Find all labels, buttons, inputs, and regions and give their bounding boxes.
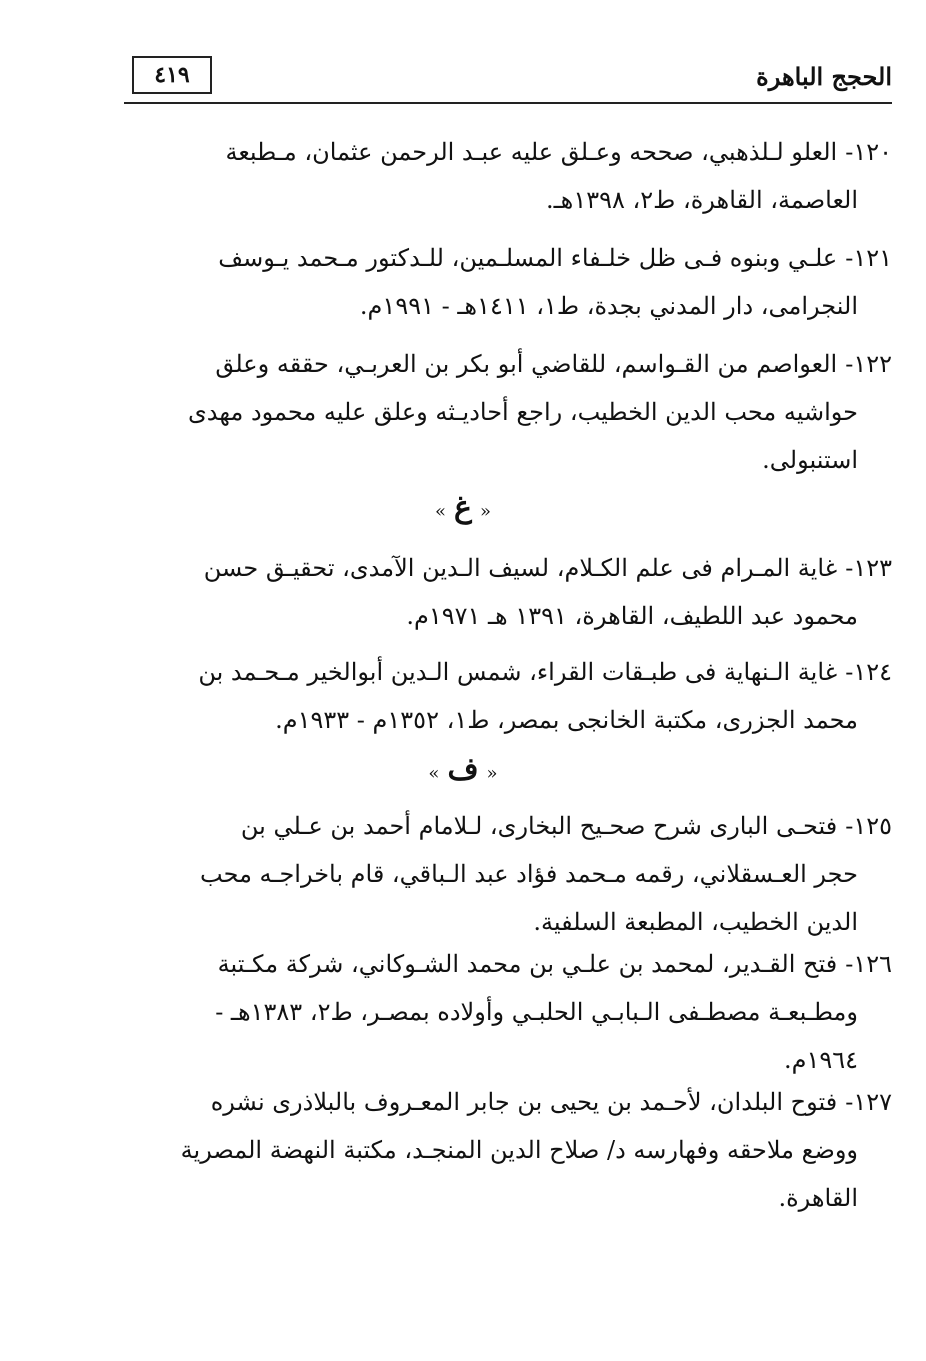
- section-letter: ف: [447, 752, 479, 787]
- entry-number: ١٢٤-: [845, 658, 892, 686]
- section-letter: غ: [454, 490, 472, 525]
- entry-text: فتحـى البارى شرح صحـيح البخارى، لـلامام أحمد بن عـلي بن: [240, 812, 838, 840]
- entry-line: [120, 940, 892, 988]
- entry-text: علـي وبنوه فـى ظل خلـفاء المسلـمين، للـدكتور مـحمد يـوسف: [218, 244, 838, 272]
- entry-number: ١٢٢-: [845, 350, 892, 378]
- entry-line: النجرامى، دار المدني بجدة، ط١، ١٤١١هـ - ١٩٩١م.: [359, 292, 858, 320]
- entry-line: [120, 234, 892, 282]
- bibliography-entry: [120, 648, 892, 744]
- entry-line: [120, 544, 892, 592]
- entry-line: محمد الجزرى، مكتبة الخانجى بمصر، ط١، ١٣٥٢م - ١٩٣٣م.: [275, 706, 858, 734]
- entry-line: [120, 1078, 892, 1126]
- guillemet-open: «: [486, 763, 498, 784]
- bibliography-entry: [120, 234, 892, 330]
- entry-line: محمود عبد اللطيف، القاهرة، ١٣٩١ هـ ١٩٧١م.: [406, 602, 858, 630]
- bibliography-entry: [120, 128, 892, 224]
- entry-line: استنبولى.: [762, 446, 858, 474]
- bibliography-entry: [120, 802, 892, 946]
- entry-number: ١٢٥-: [845, 812, 892, 840]
- entry-line: العاصمة، القاهرة، ط٢، ١٣٩٨هـ.: [546, 186, 858, 214]
- entry-line: [120, 648, 892, 696]
- entry-text: غاية الـنهاية فى طبـقات القراء، شمس الـدين أبوالخير مـحـمد بن: [198, 658, 838, 686]
- header-divider: [124, 102, 892, 104]
- page-number: ٤١٩: [132, 56, 212, 94]
- section-heading-ghayn: [0, 490, 926, 525]
- guillemet-close: »: [435, 501, 447, 522]
- entry-line: [120, 128, 892, 176]
- entry-line: الدين الخطيب، المطبعة السلفية.: [533, 908, 858, 936]
- running-title: الحجج الباهرة: [756, 62, 892, 91]
- entry-number: ١٢١-: [845, 244, 892, 272]
- entry-text: فتح القـدير، لمحمد بن علـي بن محمد الشـوكاني، شركة مكـتبة: [217, 950, 838, 978]
- guillemet-close: »: [428, 763, 440, 784]
- entry-line: [120, 802, 892, 850]
- entry-line: ووضع ملاحقه وفهارسه د/ صلاح الدين المنجـد، مكتبة النهضة المصرية: [180, 1136, 858, 1164]
- entry-text: غاية المـرام فى علم الكـلام، لسيف الـدين الآمدى، تحقيـق حسن: [203, 554, 838, 582]
- entry-line: ١٩٦٤م.: [783, 1046, 858, 1074]
- bibliography-entry: [120, 340, 892, 484]
- entry-number: ١٢٦-: [845, 950, 892, 978]
- guillemet-open: «: [479, 501, 491, 522]
- entry-line: حجر العـسقلاني، رقمه مـحمد فؤاد عبد الـباقي، قام باخراجـه محب: [200, 860, 858, 888]
- entry-text: العواصم من القـواسم، للقاضي أبو بكر بن العربـي، حققه وعلق: [215, 350, 838, 378]
- entry-line: حواشيه محب الدين الخطيب، راجع أحاديـثه وعلق عليه محمود مهدى: [188, 398, 858, 426]
- bibliography-entry: [120, 544, 892, 640]
- entry-text: العلو لـلذهبي، صححه وعـلق عليه عبـد الرحمن عثمان، مـطبعة: [225, 138, 838, 166]
- section-heading-fa: [0, 752, 926, 787]
- page-header: [124, 52, 892, 102]
- entry-line: القاهرة.: [778, 1184, 858, 1212]
- bibliography-entry: [120, 940, 892, 1084]
- entry-line: [120, 340, 892, 388]
- entry-number: ١٢٠-: [845, 138, 892, 166]
- entry-text: فتوح البلدان، لأحـمد بن يحيى بن جابر المعـروف بالبلاذرى نشره: [210, 1088, 838, 1116]
- bibliography-entry: [120, 1078, 892, 1222]
- entry-number: ١٢٧-: [845, 1088, 892, 1116]
- entry-line: ومطـبعـة مصطـفى الـبابـي الحلبـي وأولاده بمصـر، ط٢، ١٣٨٣هـ -: [215, 998, 858, 1026]
- entry-number: ١٢٣-: [845, 554, 892, 582]
